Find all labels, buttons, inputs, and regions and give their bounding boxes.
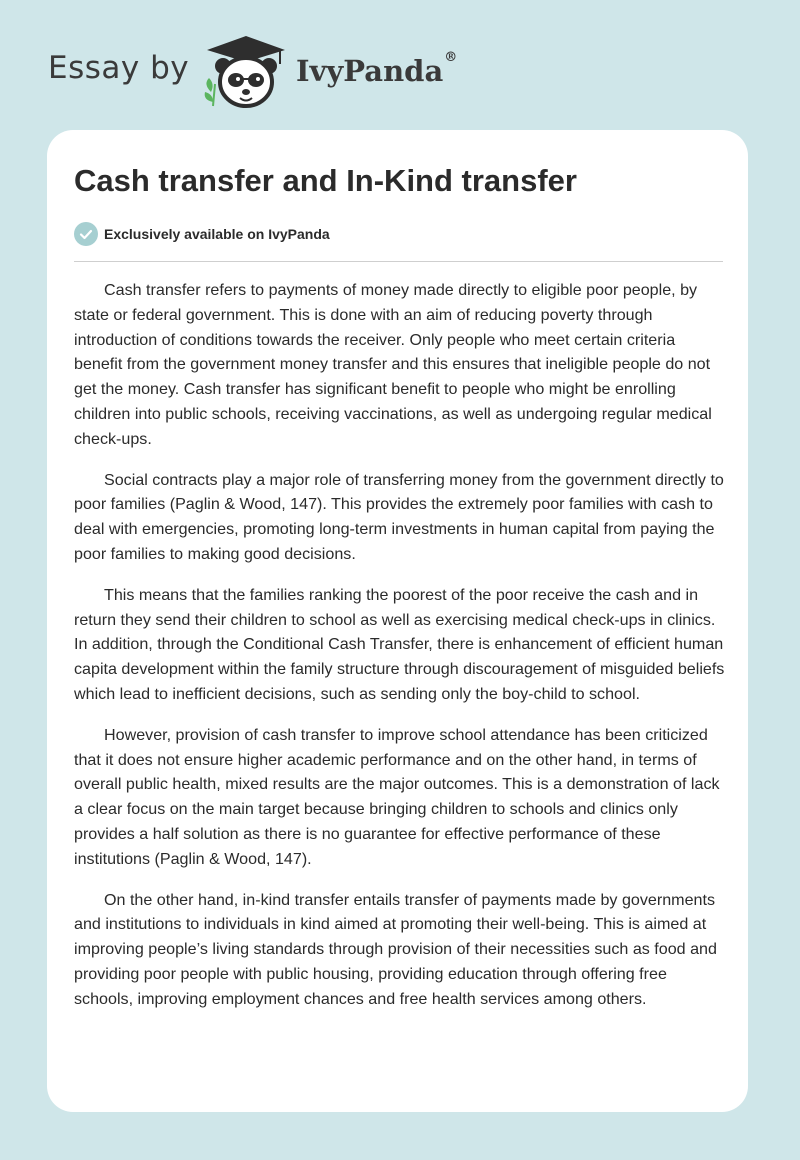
divider — [74, 261, 723, 262]
site-header — [0, 0, 800, 130]
brand-name[interactable] — [296, 50, 458, 88]
badge-label: Exclusively available on IvyPanda — [104, 226, 330, 242]
panda-graduate-icon[interactable] — [201, 34, 291, 110]
registered-mark: ® — [444, 50, 458, 65]
brand-prefix: Essay by — [48, 50, 190, 86]
page-title: Cash transfer and In-Kind transfer — [74, 163, 577, 198]
paragraph: Cash transfer refers to payments of money made directly to eligible poor people, by state or federal government. This is done with an aim of reducing poverty through introduction of conditions towards the receiver. Only people who meet certain criteria benefit from the government money transfer and this ensures that ineligible people do not get the money. Cash transfer has significant benefit to people who might be enrolling children into public schools, receiving vaccinations, as well as undergoing regular medical check-ups. — [74, 281, 712, 448]
paragraph: On the other hand, in-kind transfer entails transfer of payments made by governments and institutions to individuals in kind aimed at promoting their well-being. This is aimed at improving people’s living standards through provision of their necessities such as food and providing poor people with public housing, providing education through offering free schools, improving employment chances and free health services among others. — [74, 890, 717, 1008]
paragraph: However, provision of cash transfer to improve school attendance has been criticized that it does not ensure higher academic performance and on the other hand, in terms of overall public health, mixed results are the major outcomes. This is a demonstration of lack a clear focus on the main target because bringing children to schools and clinics only provides a half solution as there is no guarantee for effective performance of these institutions (Paglin & Wood, 147). — [74, 725, 720, 868]
exclusive-badge — [74, 222, 330, 246]
brand-name-text: IvyPanda — [296, 54, 444, 88]
paragraph: Social contracts play a major role of transferring money from the government directly to poor families (Paglin & Wood, 147). This provides the extremely poor families with cash to deal with emergencies, promoting long-term investments in human capital from paying the poor families to making good decisions. — [74, 470, 724, 563]
paragraph: This means that the families ranking the poorest of the poor receive the cash and in return they send their children to school as well as exercising medical check-ups in clinics. In addition, through the Conditional Cash Transfer, there is enhancement of efficient human capita development within the family structure through discouragement of misguided beliefs which lead to inefficient decisions, such as sending only the boy-child to school. — [74, 585, 725, 703]
essay-card — [47, 130, 748, 1112]
essay-body — [74, 278, 726, 1028]
check-circle-icon — [74, 222, 98, 246]
